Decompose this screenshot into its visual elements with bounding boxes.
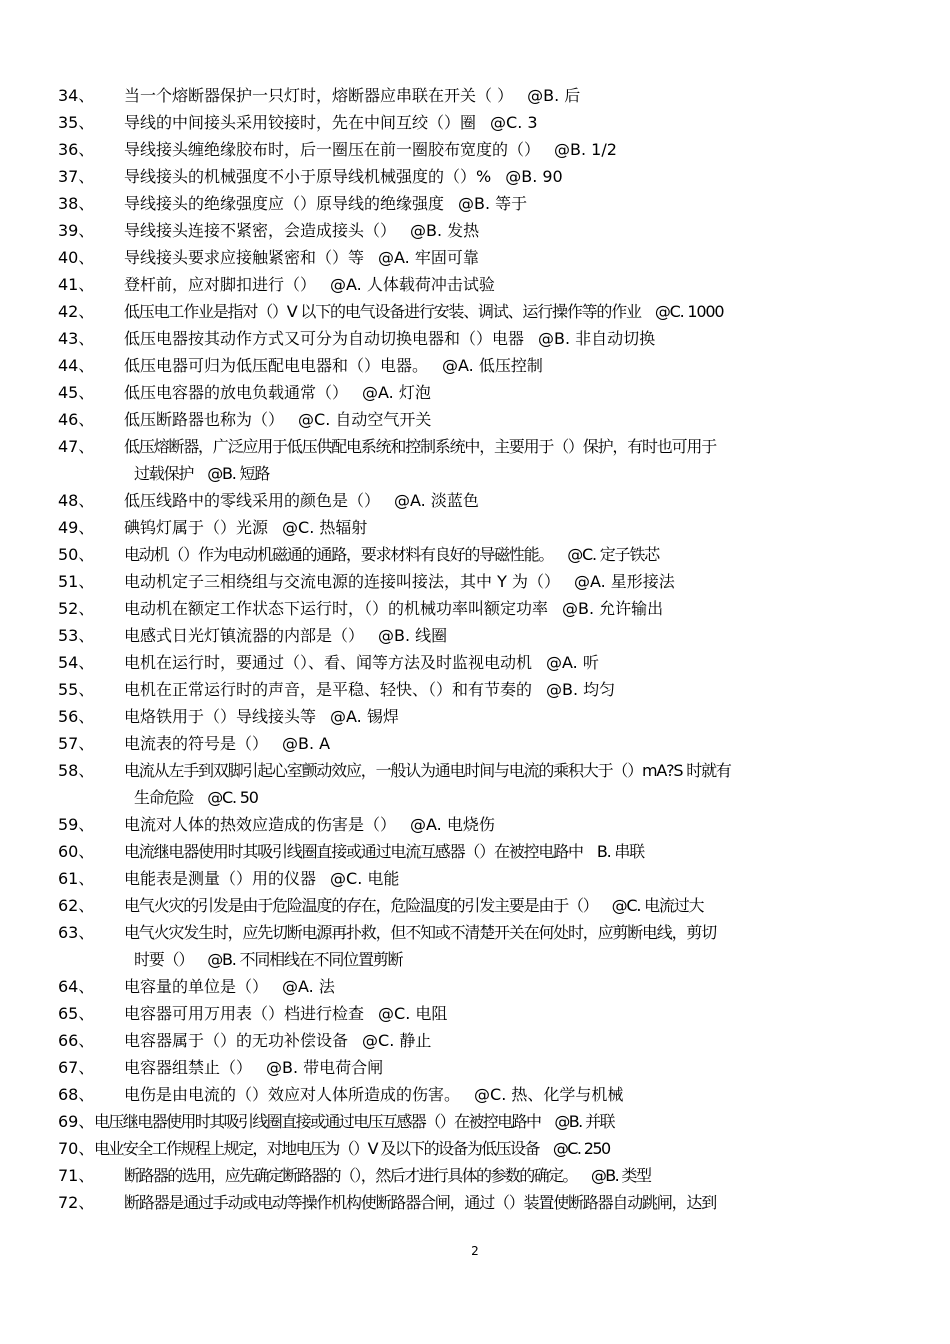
answer-text: @A. 星形接法 — [573, 572, 675, 591]
list-item — [58, 1027, 908, 1054]
answer-text: @B. 带电荷合闸 — [266, 1058, 384, 1077]
list-item — [58, 622, 908, 649]
list-item — [58, 1108, 908, 1135]
list-item — [58, 163, 908, 190]
question-text: 低压电容器的放电负载通常（） — [124, 383, 349, 402]
question-text: 电容量的单位是（） — [124, 977, 269, 996]
question-text-continued: 过载保护 — [134, 464, 194, 483]
question-text: 导线的中间接头采用铰接时，先在中间互绞（）圈 — [124, 113, 477, 132]
question-text: 电流继电器使用时其吸引线圈直接或通过电流互感器（）在被控电路中 — [124, 842, 583, 861]
answer-text: @C. 电阻 — [378, 1004, 448, 1023]
list-item — [58, 811, 908, 838]
question-text: 登杆前，应对脚扣进行（） — [124, 275, 317, 294]
question-text: 电动机（）作为电动机磁通的通路，要求材料有良好的导磁性能。 — [124, 545, 554, 564]
answer-text: @C. 1000 — [654, 302, 724, 321]
list-item — [58, 649, 908, 676]
question-text: 电动机定子三相绕组与交流电源的连接叫接法，其中 Y 为（） — [124, 572, 560, 591]
item-number: 53、 — [58, 626, 95, 645]
list-item — [58, 568, 908, 595]
question-text: 电动机在额定工作状态下运行时，（）的机械功率叫额定功率 — [124, 599, 549, 618]
answer-text: @A. 淡蓝色 — [394, 491, 479, 510]
list-item — [58, 892, 908, 919]
question-text: 低压线路中的零线采用的颜色是（） — [124, 491, 381, 510]
item-number: 41、 — [58, 275, 95, 294]
answer-text: @C. 250 — [552, 1139, 610, 1158]
list-item — [58, 730, 908, 757]
question-text: 碘钨灯属于（）光源 — [124, 518, 269, 537]
question-text: 电伤是由电流的（）效应对人体所造成的伤害。 — [124, 1085, 461, 1104]
question-text: 低压断路器也称为（） — [124, 410, 285, 429]
item-number: 46、 — [58, 410, 95, 429]
item-number: 57、 — [58, 734, 95, 753]
item-number: 63、 — [58, 923, 95, 942]
answer-text: @B. 等于 — [458, 194, 528, 213]
question-text: 电容器可用万用表（）档进行检查 — [124, 1004, 365, 1023]
answer-text: @A. 人体载荷冲击试验 — [330, 275, 495, 294]
list-item — [58, 1135, 908, 1162]
list-item — [58, 352, 908, 379]
answer-text: @B. A — [282, 734, 331, 753]
list-item — [58, 514, 908, 541]
answer-text: @B. 线圈 — [378, 626, 448, 645]
item-number: 43、 — [58, 329, 95, 348]
answer-text: @B. 允许输出 — [562, 599, 664, 618]
item-number: 61、 — [58, 869, 95, 888]
question-text: 电机在正常运行时的声音，是平稳、轻快、（）和有节奏的 — [124, 680, 533, 699]
list-item — [58, 1162, 908, 1189]
list-item — [58, 190, 908, 217]
answer-text: @C. 电流过大 — [611, 896, 704, 915]
question-text: 导线接头的机械强度不小于原导线机械强度的（）% — [124, 167, 492, 186]
answer-text: @A. 牢固可靠 — [378, 248, 479, 267]
question-text: 电烙铁用于（）导线接头等 — [124, 707, 317, 726]
answer-text: @A. 电烧伤 — [410, 815, 495, 834]
question-text: 低压电器按其动作方式又可分为自动切换电器和（）电器 — [124, 329, 525, 348]
item-number: 40、 — [58, 248, 95, 267]
item-number: 54、 — [58, 653, 95, 672]
question-text: 电气火灾发生时，应先切断电源再扑救，但不知或不清楚开关在何处时，应剪断电线，剪切 — [124, 923, 717, 942]
list-item — [58, 676, 908, 703]
list-item — [58, 973, 908, 1000]
list-item — [58, 1054, 908, 1081]
answer-text: @B. 短路 — [207, 464, 270, 483]
list-item — [58, 919, 908, 973]
answer-text: @C. 热、化学与机械 — [474, 1085, 624, 1104]
list-item — [58, 244, 908, 271]
item-number: 47、 — [58, 437, 95, 456]
question-text: 电感式日光灯镇流器的内部是（） — [124, 626, 365, 645]
list-item — [58, 865, 908, 892]
list-item — [58, 487, 908, 514]
item-number: 66、 — [58, 1031, 95, 1050]
question-text: 低压电工作业是指对（）V 以下的电气设备进行安装、调试、运行操作等的作业 — [124, 302, 641, 321]
list-item — [58, 217, 908, 244]
question-text: 低压熔断器，广泛应用于低压供配电系统和控制系统中，主要用于（）保护，有时也可用于 — [124, 437, 717, 456]
answer-text: @C. 50 — [207, 788, 258, 807]
answer-text: B. 串联 — [596, 842, 644, 861]
list-item — [58, 595, 908, 622]
question-text: 电能表是测量（）用的仪器 — [124, 869, 317, 888]
item-number: 72、 — [58, 1193, 95, 1212]
answer-text: @C. 静止 — [362, 1031, 432, 1050]
item-number: 39、 — [58, 221, 95, 240]
question-text: 断路器的选用，应先确定断路器的（），然后才进行具体的参数的确定。 — [124, 1166, 577, 1185]
answer-text: @A. 法 — [282, 977, 335, 996]
answer-text: @B. 后 — [527, 86, 581, 105]
list-item — [58, 541, 908, 568]
answer-text: @C. 定子铁芯 — [567, 545, 659, 564]
item-number: 62、 — [58, 896, 95, 915]
list-item — [58, 1189, 908, 1216]
item-number: 49、 — [58, 518, 95, 537]
item-number: 34、 — [58, 86, 95, 105]
question-text-continued: 生命危险 — [134, 788, 194, 807]
question-text: 电容器组禁止（） — [124, 1058, 253, 1077]
question-text: 导线接头的绝缘强度应（）原导线的绝缘强度 — [124, 194, 445, 213]
answer-text: @A. 灯泡 — [362, 383, 431, 402]
question-text: 电容器属于（）的无功补偿设备 — [124, 1031, 349, 1050]
answer-text: @A. 锡焊 — [330, 707, 399, 726]
question-text: 电流从左手到双脚引起心室颤动效应，一般认为通电时间与电流的乘积大于（）mA?S 时就有 — [124, 761, 731, 780]
answer-text: @B. 90 — [505, 167, 563, 186]
item-number: 64、 — [58, 977, 95, 996]
question-text: 当一个熔断器保护一只灯时，熔断器应串联在开关（ ） — [124, 86, 514, 105]
item-number: 51、 — [58, 572, 95, 591]
list-item — [58, 271, 908, 298]
answer-text: @B. 发热 — [410, 221, 480, 240]
answer-text: @B. 1/2 — [554, 140, 617, 159]
question-list — [58, 82, 908, 1216]
list-item — [58, 325, 908, 352]
answer-text: @B. 并联 — [554, 1112, 614, 1131]
item-number: 60、 — [58, 842, 95, 861]
list-item — [58, 82, 908, 109]
list-item — [58, 379, 908, 406]
item-number: 65、 — [58, 1004, 95, 1023]
list-item — [58, 433, 908, 487]
list-item — [58, 703, 908, 730]
item-number: 68、 — [58, 1085, 95, 1104]
question-text: 断路器是通过手动或电动等操作机构使断路器合闸，通过（）装置使断路器自动跳闸，达到 — [124, 1193, 717, 1212]
answer-text: @C. 自动空气开关 — [298, 410, 432, 429]
item-number: 42、 — [58, 302, 95, 321]
question-text: 电业安全工作规程上规定，对地电压为（）V 及以下的设备为低压设备 — [94, 1139, 539, 1158]
answer-text: @C. 电能 — [330, 869, 400, 888]
question-text: 电气火灾的引发是由于危险温度的存在，危险温度的引发主要是由于（） — [124, 896, 598, 915]
answer-text: @A. 听 — [546, 653, 599, 672]
list-item — [58, 406, 908, 433]
page-number: 2 — [471, 1244, 479, 1258]
list-item — [58, 838, 908, 865]
question-text: 电压继电器使用时其吸引线圈直接或通过电压互感器（）在被控电路中 — [94, 1112, 541, 1131]
item-number: 38、 — [58, 194, 95, 213]
item-number: 36、 — [58, 140, 95, 159]
item-number: 50、 — [58, 545, 95, 564]
answer-text: @B. 不同相线在不同位置剪断 — [207, 950, 403, 969]
list-item — [58, 136, 908, 163]
item-number: 59、 — [58, 815, 95, 834]
item-number: 70、 — [58, 1139, 95, 1158]
list-item — [58, 757, 908, 811]
item-number: 48、 — [58, 491, 95, 510]
question-text: 导线接头缠绝缘胶布时，后一圈压在前一圈胶布宽度的（） — [124, 140, 541, 159]
item-number: 56、 — [58, 707, 95, 726]
question-text: 导线接头连接不紧密，会造成接头（） — [124, 221, 397, 240]
answer-text: @A. 低压控制 — [442, 356, 543, 375]
item-number: 55、 — [58, 680, 95, 699]
question-text: 电流表的符号是（） — [124, 734, 269, 753]
item-number: 37、 — [58, 167, 95, 186]
question-text: 电流对人体的热效应造成的伤害是（） — [124, 815, 397, 834]
question-text: 低压电器可归为低压配电电器和（）电器。 — [124, 356, 429, 375]
list-item — [58, 1081, 908, 1108]
answer-text: @B. 非自动切换 — [538, 329, 656, 348]
answer-text: @B. 类型 — [590, 1166, 651, 1185]
answer-text: @C. 3 — [490, 113, 538, 132]
item-number: 44、 — [58, 356, 95, 375]
list-item — [58, 298, 908, 325]
item-number: 71、 — [58, 1166, 95, 1185]
item-number: 69、 — [58, 1112, 95, 1131]
item-number: 35、 — [58, 113, 95, 132]
question-text-continued: 时要（） — [134, 950, 194, 969]
item-number: 45、 — [58, 383, 95, 402]
item-number: 58、 — [58, 761, 95, 780]
list-item — [58, 109, 908, 136]
answer-text: @C. 热辐射 — [282, 518, 368, 537]
question-text: 电机在运行时，要通过（）、看、闻等方法及时监视电动机 — [124, 653, 533, 672]
item-number: 52、 — [58, 599, 95, 618]
list-item — [58, 1000, 908, 1027]
question-text: 导线接头要求应接触紧密和（）等 — [124, 248, 365, 267]
answer-text: @B. 均匀 — [546, 680, 616, 699]
item-number: 67、 — [58, 1058, 95, 1077]
